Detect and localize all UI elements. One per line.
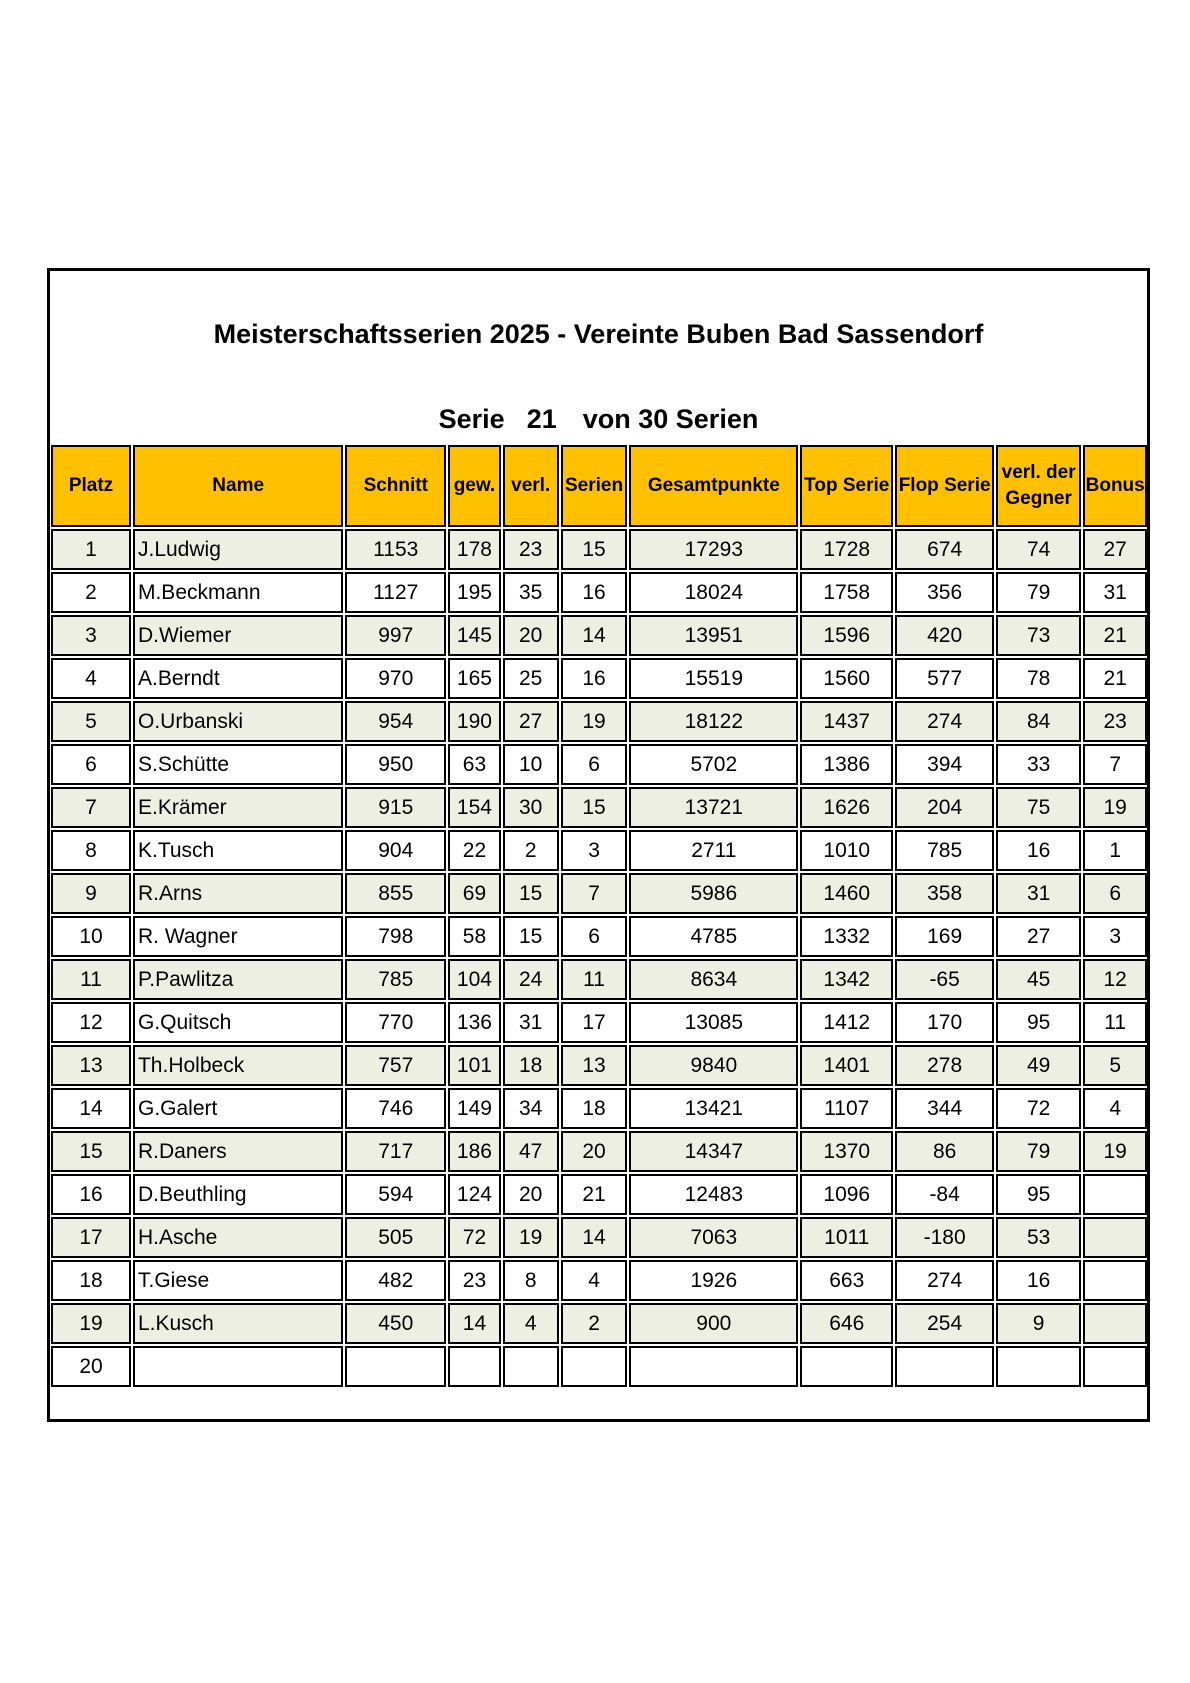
header-bonus: Bonus bbox=[1083, 445, 1147, 527]
cell-gew: 149 bbox=[448, 1088, 501, 1129]
cell-serien: 11 bbox=[561, 959, 628, 1000]
table-row bbox=[51, 873, 1147, 914]
cell-serien: 18 bbox=[561, 1088, 628, 1129]
cell-verl: 4 bbox=[503, 1303, 559, 1344]
cell-bonus: 1 bbox=[1083, 830, 1147, 871]
cell-top-serie: 1342 bbox=[800, 959, 893, 1000]
cell-top-serie: 663 bbox=[800, 1260, 893, 1301]
header-schnitt: Schnitt bbox=[345, 445, 446, 527]
series-number: 21 bbox=[526, 404, 557, 434]
cell-verl-gegner: 79 bbox=[996, 1131, 1081, 1172]
cell-gew: 22 bbox=[448, 830, 501, 871]
header-verl-gegner: verl. der Gegner bbox=[996, 445, 1081, 527]
cell-bonus: 31 bbox=[1083, 572, 1147, 613]
cell-flop-serie: 577 bbox=[895, 658, 994, 699]
cell-flop-serie: 278 bbox=[895, 1045, 994, 1086]
cell-schnitt: 717 bbox=[345, 1131, 446, 1172]
cell-flop-serie: 785 bbox=[895, 830, 994, 871]
cell-platz: 5 bbox=[51, 701, 131, 742]
cell-flop-serie: 169 bbox=[895, 916, 994, 957]
document-title: Meisterschaftsserien 2025 - Vereinte Buben Bad Sassendorf bbox=[213, 319, 984, 349]
cell-top-serie: 1332 bbox=[800, 916, 893, 957]
cell-bonus bbox=[1083, 1346, 1147, 1387]
cell-top-serie: 1560 bbox=[800, 658, 893, 699]
cell-verl: 15 bbox=[503, 916, 559, 957]
cell-gew: 63 bbox=[448, 744, 501, 785]
cell-platz: 16 bbox=[51, 1174, 131, 1215]
cell-name: O.Urbanski bbox=[133, 701, 343, 742]
cell-flop-serie: 86 bbox=[895, 1131, 994, 1172]
cell-verl: 15 bbox=[503, 873, 559, 914]
cell-top-serie: 1437 bbox=[800, 701, 893, 742]
cell-gesamtpunkte: 18122 bbox=[629, 701, 798, 742]
header-gesamtpunkte: Gesamtpunkte bbox=[629, 445, 798, 527]
cell-gew: 101 bbox=[448, 1045, 501, 1086]
cell-gew: 58 bbox=[448, 916, 501, 957]
cell-verl: 18 bbox=[503, 1045, 559, 1086]
cell-serien: 7 bbox=[561, 873, 628, 914]
header-row bbox=[51, 445, 1147, 527]
cell-gesamtpunkte: 17293 bbox=[629, 529, 798, 570]
cell-top-serie: 1460 bbox=[800, 873, 893, 914]
cell-top-serie: 1626 bbox=[800, 787, 893, 828]
cell-verl-gegner bbox=[996, 1346, 1081, 1387]
table-row bbox=[51, 830, 1147, 871]
header-top-serie: Top Serie bbox=[800, 445, 893, 527]
title-area bbox=[50, 271, 1147, 443]
cell-verl: 31 bbox=[503, 1002, 559, 1043]
cell-flop-serie: 358 bbox=[895, 873, 994, 914]
table-row bbox=[51, 1002, 1147, 1043]
cell-name: R.Arns bbox=[133, 873, 343, 914]
cell-verl-gegner: 78 bbox=[996, 658, 1081, 699]
header-platz: Platz bbox=[51, 445, 131, 527]
cell-verl: 10 bbox=[503, 744, 559, 785]
table-row bbox=[51, 787, 1147, 828]
cell-name: J.Ludwig bbox=[133, 529, 343, 570]
table-row bbox=[51, 658, 1147, 699]
cell-name: H.Asche bbox=[133, 1217, 343, 1258]
cell-serien: 16 bbox=[561, 658, 628, 699]
cell-platz: 14 bbox=[51, 1088, 131, 1129]
cell-name: G.Galert bbox=[133, 1088, 343, 1129]
table-row bbox=[51, 529, 1147, 570]
header-flop-serie: Flop Serie bbox=[895, 445, 994, 527]
cell-verl: 24 bbox=[503, 959, 559, 1000]
cell-top-serie: 1401 bbox=[800, 1045, 893, 1086]
table-row bbox=[51, 701, 1147, 742]
cell-schnitt: 915 bbox=[345, 787, 446, 828]
cell-platz: 8 bbox=[51, 830, 131, 871]
cell-flop-serie: 204 bbox=[895, 787, 994, 828]
cell-name: D.Beuthling bbox=[133, 1174, 343, 1215]
cell-verl-gegner: 95 bbox=[996, 1002, 1081, 1043]
cell-serien: 14 bbox=[561, 1217, 628, 1258]
cell-schnitt: 904 bbox=[345, 830, 446, 871]
cell-gew: 165 bbox=[448, 658, 501, 699]
cell-name: E.Krämer bbox=[133, 787, 343, 828]
cell-serien: 17 bbox=[561, 1002, 628, 1043]
table-row bbox=[51, 615, 1147, 656]
table-row bbox=[51, 1174, 1147, 1215]
cell-serien: 13 bbox=[561, 1045, 628, 1086]
cell-serien: 14 bbox=[561, 615, 628, 656]
cell-gesamtpunkte: 5986 bbox=[629, 873, 798, 914]
cell-gew: 195 bbox=[448, 572, 501, 613]
table-row bbox=[51, 1088, 1147, 1129]
cell-bonus: 19 bbox=[1083, 1131, 1147, 1172]
cell-bonus bbox=[1083, 1303, 1147, 1344]
cell-gew: 23 bbox=[448, 1260, 501, 1301]
standings-table bbox=[49, 443, 1149, 1389]
cell-bonus: 5 bbox=[1083, 1045, 1147, 1086]
cell-top-serie: 646 bbox=[800, 1303, 893, 1344]
cell-platz: 10 bbox=[51, 916, 131, 957]
cell-platz: 7 bbox=[51, 787, 131, 828]
cell-bonus: 27 bbox=[1083, 529, 1147, 570]
cell-schnitt: 1153 bbox=[345, 529, 446, 570]
cell-top-serie: 1412 bbox=[800, 1002, 893, 1043]
cell-name bbox=[133, 1346, 343, 1387]
table-row bbox=[51, 1217, 1147, 1258]
cell-platz: 12 bbox=[51, 1002, 131, 1043]
cell-serien: 4 bbox=[561, 1260, 628, 1301]
cell-name: A.Berndt bbox=[133, 658, 343, 699]
cell-gew: 154 bbox=[448, 787, 501, 828]
cell-serien: 15 bbox=[561, 787, 628, 828]
cell-platz: 4 bbox=[51, 658, 131, 699]
cell-flop-serie: 344 bbox=[895, 1088, 994, 1129]
cell-verl-gegner: 45 bbox=[996, 959, 1081, 1000]
cell-bonus: 6 bbox=[1083, 873, 1147, 914]
cell-flop-serie: -180 bbox=[895, 1217, 994, 1258]
cell-verl-gegner: 33 bbox=[996, 744, 1081, 785]
cell-bonus: 4 bbox=[1083, 1088, 1147, 1129]
cell-serien: 2 bbox=[561, 1303, 628, 1344]
cell-serien: 20 bbox=[561, 1131, 628, 1172]
cell-schnitt: 505 bbox=[345, 1217, 446, 1258]
table-row bbox=[51, 959, 1147, 1000]
cell-flop-serie: 674 bbox=[895, 529, 994, 570]
cell-flop-serie: 356 bbox=[895, 572, 994, 613]
standings-body bbox=[51, 529, 1147, 1387]
cell-schnitt: 798 bbox=[345, 916, 446, 957]
cell-schnitt bbox=[345, 1346, 446, 1387]
cell-gew bbox=[448, 1346, 501, 1387]
header-gew: gew. bbox=[448, 445, 501, 527]
cell-schnitt: 746 bbox=[345, 1088, 446, 1129]
cell-top-serie: 1011 bbox=[800, 1217, 893, 1258]
cell-schnitt: 997 bbox=[345, 615, 446, 656]
cell-gesamtpunkte: 900 bbox=[629, 1303, 798, 1344]
table-row bbox=[51, 916, 1147, 957]
cell-serien bbox=[561, 1346, 628, 1387]
cell-bonus: 19 bbox=[1083, 787, 1147, 828]
cell-gew: 124 bbox=[448, 1174, 501, 1215]
cell-bonus: 21 bbox=[1083, 658, 1147, 699]
cell-top-serie: 1758 bbox=[800, 572, 893, 613]
cell-platz: 6 bbox=[51, 744, 131, 785]
cell-name: M.Beckmann bbox=[133, 572, 343, 613]
cell-verl-gegner: 73 bbox=[996, 615, 1081, 656]
cell-verl: 27 bbox=[503, 701, 559, 742]
cell-verl-gegner: 75 bbox=[996, 787, 1081, 828]
cell-top-serie: 1596 bbox=[800, 615, 893, 656]
cell-verl: 20 bbox=[503, 615, 559, 656]
table-row bbox=[51, 572, 1147, 613]
cell-verl: 35 bbox=[503, 572, 559, 613]
cell-platz: 18 bbox=[51, 1260, 131, 1301]
table-row bbox=[51, 1260, 1147, 1301]
cell-platz: 15 bbox=[51, 1131, 131, 1172]
cell-verl-gegner: 31 bbox=[996, 873, 1081, 914]
cell-top-serie bbox=[800, 1346, 893, 1387]
cell-bonus: 11 bbox=[1083, 1002, 1147, 1043]
cell-serien: 6 bbox=[561, 916, 628, 957]
cell-verl: 2 bbox=[503, 830, 559, 871]
cell-platz: 2 bbox=[51, 572, 131, 613]
cell-serien: 16 bbox=[561, 572, 628, 613]
series-total: von 30 Serien bbox=[582, 404, 759, 434]
cell-top-serie: 1728 bbox=[800, 529, 893, 570]
cell-name: T.Giese bbox=[133, 1260, 343, 1301]
cell-gew: 14 bbox=[448, 1303, 501, 1344]
cell-platz: 9 bbox=[51, 873, 131, 914]
cell-gew: 186 bbox=[448, 1131, 501, 1172]
cell-name: S.Schütte bbox=[133, 744, 343, 785]
cell-top-serie: 1107 bbox=[800, 1088, 893, 1129]
cell-name: R.Daners bbox=[133, 1131, 343, 1172]
cell-schnitt: 950 bbox=[345, 744, 446, 785]
cell-platz: 19 bbox=[51, 1303, 131, 1344]
cell-verl: 30 bbox=[503, 787, 559, 828]
cell-verl-gegner: 53 bbox=[996, 1217, 1081, 1258]
cell-bonus: 7 bbox=[1083, 744, 1147, 785]
cell-serien: 3 bbox=[561, 830, 628, 871]
cell-verl: 34 bbox=[503, 1088, 559, 1129]
header-verl: verl. bbox=[503, 445, 559, 527]
cell-bonus bbox=[1083, 1174, 1147, 1215]
cell-gesamtpunkte: 14347 bbox=[629, 1131, 798, 1172]
cell-gesamtpunkte: 7063 bbox=[629, 1217, 798, 1258]
cell-flop-serie: -84 bbox=[895, 1174, 994, 1215]
cell-verl-gegner: 74 bbox=[996, 529, 1081, 570]
cell-bonus bbox=[1083, 1217, 1147, 1258]
cell-platz: 3 bbox=[51, 615, 131, 656]
cell-flop-serie bbox=[895, 1346, 994, 1387]
cell-gesamtpunkte: 2711 bbox=[629, 830, 798, 871]
cell-schnitt: 855 bbox=[345, 873, 446, 914]
cell-name: D.Wiemer bbox=[133, 615, 343, 656]
cell-bonus bbox=[1083, 1260, 1147, 1301]
cell-verl: 23 bbox=[503, 529, 559, 570]
cell-gesamtpunkte: 5702 bbox=[629, 744, 798, 785]
cell-gesamtpunkte: 12483 bbox=[629, 1174, 798, 1215]
cell-schnitt: 594 bbox=[345, 1174, 446, 1215]
cell-verl-gegner: 16 bbox=[996, 830, 1081, 871]
table-row bbox=[51, 1045, 1147, 1086]
cell-schnitt: 770 bbox=[345, 1002, 446, 1043]
cell-flop-serie: 274 bbox=[895, 1260, 994, 1301]
cell-gesamtpunkte: 13721 bbox=[629, 787, 798, 828]
cell-schnitt: 970 bbox=[345, 658, 446, 699]
cell-serien: 6 bbox=[561, 744, 628, 785]
cell-gew: 69 bbox=[448, 873, 501, 914]
cell-verl bbox=[503, 1346, 559, 1387]
cell-gew: 72 bbox=[448, 1217, 501, 1258]
cell-verl-gegner: 95 bbox=[996, 1174, 1081, 1215]
cell-schnitt: 450 bbox=[345, 1303, 446, 1344]
table-row bbox=[51, 1131, 1147, 1172]
cell-name: R. Wagner bbox=[133, 916, 343, 957]
cell-platz: 17 bbox=[51, 1217, 131, 1258]
cell-bonus: 12 bbox=[1083, 959, 1147, 1000]
cell-bonus: 3 bbox=[1083, 916, 1147, 957]
standings-sheet bbox=[47, 268, 1150, 1422]
cell-verl-gegner: 79 bbox=[996, 572, 1081, 613]
cell-gew: 190 bbox=[448, 701, 501, 742]
cell-platz: 20 bbox=[51, 1346, 131, 1387]
cell-serien: 19 bbox=[561, 701, 628, 742]
cell-platz: 13 bbox=[51, 1045, 131, 1086]
cell-gesamtpunkte: 13085 bbox=[629, 1002, 798, 1043]
cell-name: L.Kusch bbox=[133, 1303, 343, 1344]
cell-bonus: 23 bbox=[1083, 701, 1147, 742]
cell-name: K.Tusch bbox=[133, 830, 343, 871]
cell-name: Th.Holbeck bbox=[133, 1045, 343, 1086]
cell-verl: 47 bbox=[503, 1131, 559, 1172]
cell-flop-serie: -65 bbox=[895, 959, 994, 1000]
cell-name: G.Quitsch bbox=[133, 1002, 343, 1043]
cell-flop-serie: 394 bbox=[895, 744, 994, 785]
cell-gesamtpunkte: 18024 bbox=[629, 572, 798, 613]
cell-verl: 20 bbox=[503, 1174, 559, 1215]
cell-verl: 8 bbox=[503, 1260, 559, 1301]
cell-verl-gegner: 27 bbox=[996, 916, 1081, 957]
cell-schnitt: 757 bbox=[345, 1045, 446, 1086]
cell-top-serie: 1096 bbox=[800, 1174, 893, 1215]
cell-verl-gegner: 16 bbox=[996, 1260, 1081, 1301]
cell-serien: 15 bbox=[561, 529, 628, 570]
cell-gesamtpunkte: 13951 bbox=[629, 615, 798, 656]
cell-verl-gegner: 49 bbox=[996, 1045, 1081, 1086]
cell-flop-serie: 420 bbox=[895, 615, 994, 656]
cell-serien: 21 bbox=[561, 1174, 628, 1215]
cell-gesamtpunkte bbox=[629, 1346, 798, 1387]
cell-schnitt: 954 bbox=[345, 701, 446, 742]
cell-flop-serie: 274 bbox=[895, 701, 994, 742]
cell-platz: 1 bbox=[51, 529, 131, 570]
header-name: Name bbox=[133, 445, 343, 527]
cell-top-serie: 1370 bbox=[800, 1131, 893, 1172]
cell-gesamtpunkte: 8634 bbox=[629, 959, 798, 1000]
cell-gesamtpunkte: 1926 bbox=[629, 1260, 798, 1301]
series-label: Serie bbox=[438, 404, 505, 434]
cell-verl-gegner: 9 bbox=[996, 1303, 1081, 1344]
table-row bbox=[51, 1303, 1147, 1344]
cell-gew: 104 bbox=[448, 959, 501, 1000]
cell-gesamtpunkte: 4785 bbox=[629, 916, 798, 957]
cell-verl: 19 bbox=[503, 1217, 559, 1258]
table-row bbox=[51, 744, 1147, 785]
cell-verl-gegner: 72 bbox=[996, 1088, 1081, 1129]
cell-bonus: 21 bbox=[1083, 615, 1147, 656]
cell-flop-serie: 170 bbox=[895, 1002, 994, 1043]
cell-flop-serie: 254 bbox=[895, 1303, 994, 1344]
cell-top-serie: 1386 bbox=[800, 744, 893, 785]
cell-gew: 145 bbox=[448, 615, 501, 656]
cell-gesamtpunkte: 15519 bbox=[629, 658, 798, 699]
cell-top-serie: 1010 bbox=[800, 830, 893, 871]
cell-platz: 11 bbox=[51, 959, 131, 1000]
cell-schnitt: 1127 bbox=[345, 572, 446, 613]
cell-schnitt: 482 bbox=[345, 1260, 446, 1301]
series-subtitle bbox=[50, 404, 1147, 435]
header-serien: Serien bbox=[561, 445, 628, 527]
cell-gesamtpunkte: 9840 bbox=[629, 1045, 798, 1086]
table-row bbox=[51, 1346, 1147, 1387]
cell-name: P.Pawlitza bbox=[133, 959, 343, 1000]
cell-verl-gegner: 84 bbox=[996, 701, 1081, 742]
cell-schnitt: 785 bbox=[345, 959, 446, 1000]
cell-gew: 136 bbox=[448, 1002, 501, 1043]
cell-gew: 178 bbox=[448, 529, 501, 570]
cell-verl: 25 bbox=[503, 658, 559, 699]
cell-gesamtpunkte: 13421 bbox=[629, 1088, 798, 1129]
